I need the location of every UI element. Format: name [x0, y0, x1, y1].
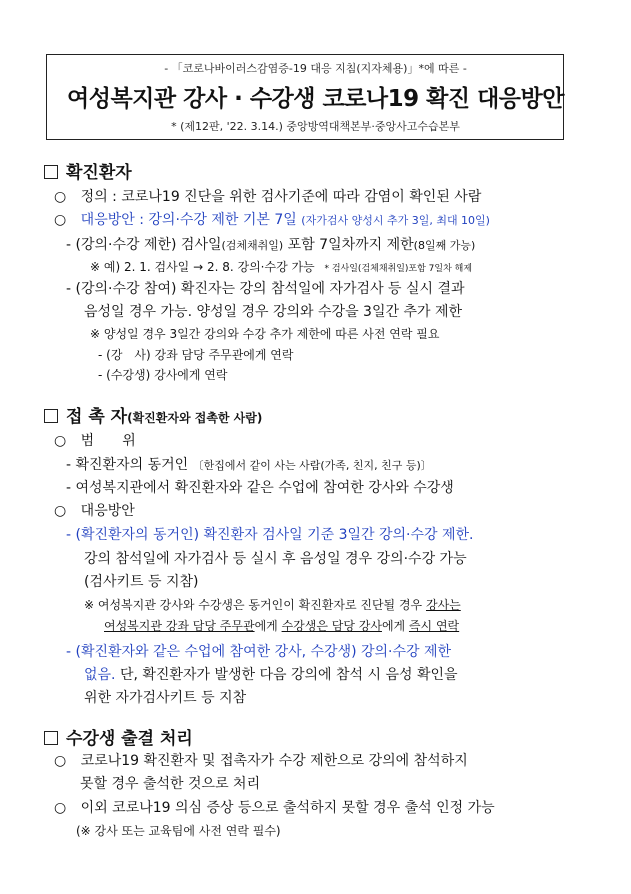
header-subtitle: - 「코로나바이러스감염증-19 대응 지침(지자체용)」*에 따른 -: [164, 62, 467, 75]
item1-prefix: - (강의·수강 제한) 검사일: [66, 237, 222, 253]
section-heading-text: 수강생 출결 처리: [66, 729, 193, 749]
note-line2-d: 에게: [381, 619, 406, 633]
note-line2-b: 에게: [254, 619, 278, 633]
cohabitant-note-line1: [84, 596, 461, 613]
attendance-bullet2-line1: [54, 797, 495, 817]
range-a-small: 〔한집에서 같이 사는 사람(가족, 친지, 친구 등)〕: [192, 459, 432, 472]
range-a-prefix: - 확진환자의 동거인: [66, 457, 189, 473]
item1-small: (검체채취일): [221, 239, 284, 252]
plan-small: (자가검사 양성시 추가 3일, 최대 10일): [301, 214, 490, 227]
circle-bullet: ○: [54, 753, 67, 769]
range-item-class: - 여성복지관에서 확진환자와 같은 수업에 참여한 강사와 수강생: [66, 480, 454, 496]
square-bullet-icon: [44, 165, 58, 179]
item1-mid: 포함 7일차까지 제한: [287, 237, 414, 253]
circle-bullet: ○: [54, 503, 67, 519]
note1-small: * 검사일(검체채취일)포함 7일차 해제: [324, 264, 473, 274]
contacts-plan-label: 대응방안: [80, 503, 135, 519]
section-heading-text: 확진환자: [66, 163, 132, 183]
range-line: [54, 430, 136, 450]
classmate-plan-line3: 위한 자가검사키트 등 지참: [84, 690, 247, 706]
item-participation-line2: [84, 301, 462, 321]
item2-line2-a: 음성일 경우 가능.: [84, 304, 193, 320]
cohabitant-note-line2: [104, 617, 459, 634]
circle-bullet: ○: [54, 189, 67, 205]
note-contact-student: - (수강생) 강사에게 연락: [98, 368, 228, 382]
cohabitant-plan-line2: 강의 참석일에 자가검사 등 실시 후 음성일 경우 강의·수강 가능: [84, 551, 467, 567]
classmate-plan-line2: [84, 664, 458, 684]
item2-line2-b: 양성일 경우 강의와 수강을 3일간 추가 제한: [196, 304, 462, 320]
circle-bullet: ○: [54, 800, 67, 816]
cohabitant-plan-line3: (검사키트 등 지참): [84, 574, 199, 590]
p2-line2-blue: 없음.: [84, 667, 116, 683]
attendance-b2-line1: 이외 코로나19 의심 증상 등으로 출석하지 못할 경우 출석 인정 가능: [80, 800, 495, 816]
note-line2-e: 즉시 연락: [408, 619, 460, 633]
square-bullet-icon: [44, 409, 58, 423]
note-contact: ※ 양성일 경우 3일간 강의와 수강 추가 제한에 따른 사전 연락 필요: [90, 327, 440, 341]
note1-main: ※ 예) 2. 1. 검사일 → 2. 8. 강의·수강 가능: [90, 260, 315, 274]
section-heading-attendance: [44, 724, 193, 749]
contacts-plan-line: [54, 500, 135, 520]
classmate-plan-line1: - (확진환자와 같은 수업에 참여한 강사, 수강생) 강의·수강 제한: [66, 644, 452, 660]
cohabitant-plan-line1: - (확진환자의 동거인) 확진환자 검사일 기준 3일간 강의·수강 제한.: [66, 527, 474, 543]
attendance-bullet2-line2: (※ 강사 또는 교육팀에 사전 연락 필수): [76, 824, 281, 838]
section-heading-confirmed: [44, 158, 132, 183]
attendance-b1-line1: 코로나19 확진환자 및 접촉자가 수강 제한으로 강의에 참석하지: [80, 753, 468, 769]
definition-text: 정의 : 코로나19 진단을 위한 검사기준에 따라 감염이 확인된 사람: [80, 189, 482, 205]
note-line2-a: 여성복지관 강좌 담당 주무관: [104, 619, 255, 633]
page-title: 여성복지관 강사 · 수강생 코로나19 확진 대응방안: [67, 86, 564, 112]
circle-bullet: ○: [54, 433, 67, 449]
p2-line2-rest: 단, 확진환자가 발생한 다음 강의에 참석 시 음성 확인을: [119, 667, 458, 683]
attendance-bullet1-line1: [54, 750, 468, 770]
plan-label: 대응방안 :: [80, 212, 144, 228]
note-example: [90, 258, 472, 275]
note-line1-a: ※ 여성복지관 강사와 수강생은 동거인이 확진환자로 진단될 경우: [84, 598, 423, 612]
note-line1-b: 강사는: [425, 598, 461, 612]
definition-line: [54, 186, 481, 206]
item1-small2: (8일째 가능): [413, 239, 476, 252]
plan-line: [54, 209, 490, 229]
attendance-bullet1-line2: 못할 경우 출석한 것으로 처리: [80, 776, 261, 792]
header-source: * (제12판, '22. 3.14.) 중앙방역대책본부·중앙사고수습본부: [171, 120, 460, 133]
item-participation-line1: - (강의·수강 참여) 확진자는 강의 참석일에 자가검사 등 실시 결과: [66, 281, 465, 297]
range-item-cohabitant: [66, 454, 432, 474]
note-line2-c: 수강생은 담당 강사: [281, 619, 382, 633]
circle-bullet: ○: [54, 212, 67, 228]
section-heading-contacts: [44, 402, 262, 427]
plan-main: 강의·수강 제한 기본 7일: [148, 212, 297, 228]
section-heading-text: 접 촉 자: [66, 407, 128, 427]
range-label: 범 위: [80, 433, 136, 449]
item-restriction: [66, 234, 475, 254]
square-bullet-icon: [44, 731, 58, 745]
note-contact-instructor: - (강 사) 강좌 담당 주무관에게 연락: [98, 348, 294, 362]
section-heading-small: (확진환자와 접촉한 사람): [127, 411, 263, 425]
